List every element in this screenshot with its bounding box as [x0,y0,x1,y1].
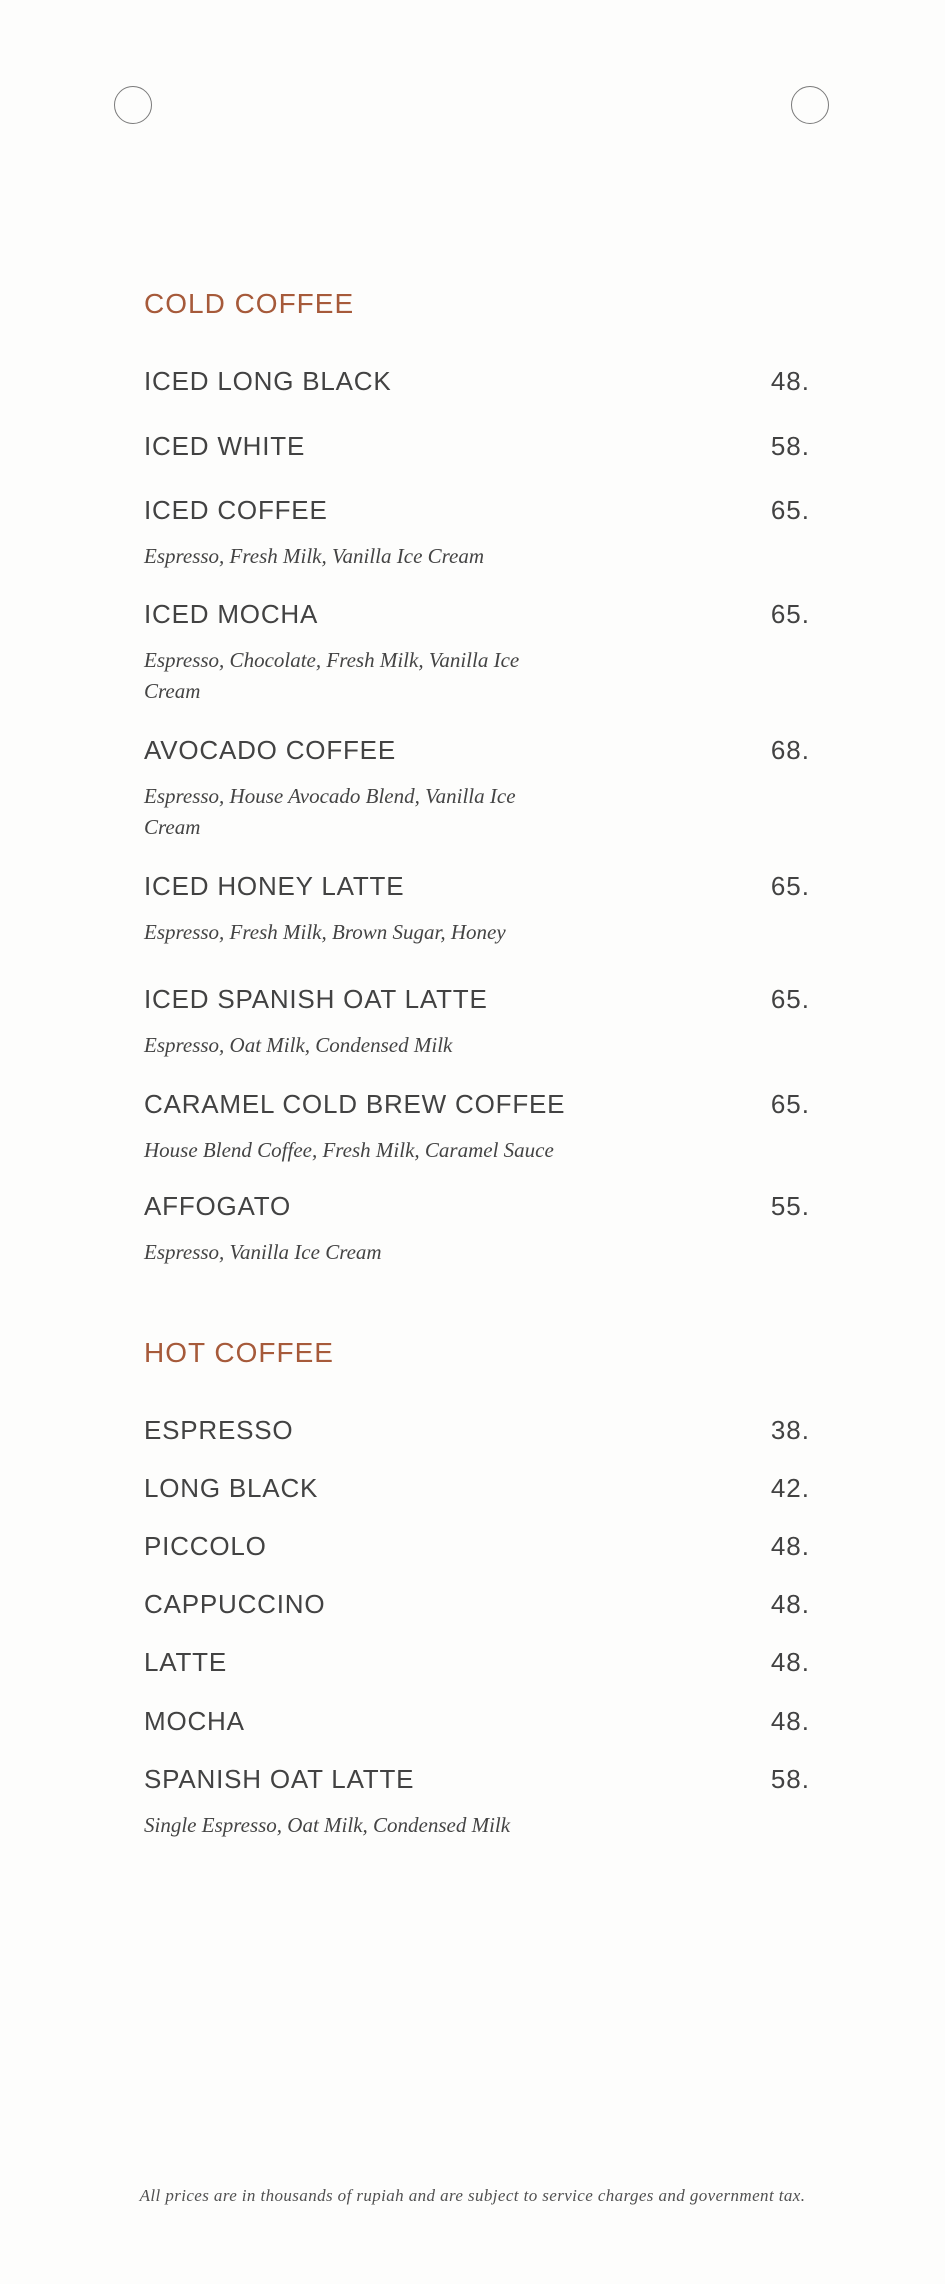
item-price: 55. [770,1191,810,1221]
item-price: 48. [770,1647,810,1677]
item-name: SPANISH OAT LATTE [144,1764,415,1794]
item-description: Espresso, Fresh Milk, Brown Sugar, Honey [144,920,506,944]
item-price: 65. [770,599,810,629]
item-description: House Blend Coffee, Fresh Milk, Caramel Sauce [144,1138,554,1162]
item-price: 65. [770,984,810,1014]
item-price: 48. [770,366,810,396]
item-price: 65. [770,871,810,901]
item-price: 68. [770,735,810,765]
punch-hole-left-icon [114,86,152,124]
item-name: ICED HONEY LATTE [144,871,405,901]
item-name: ICED MOCHA [144,599,319,629]
item-price: 48. [770,1589,810,1619]
item-price: 65. [770,1089,810,1119]
section-title-cold-coffee: COLD COFFEE [144,288,355,319]
item-name: CAPPUCCINO [144,1589,326,1619]
item-price: 48. [770,1531,810,1561]
item-name: LATTE [144,1647,227,1677]
item-name: AFFOGATO [144,1191,292,1221]
price-disclaimer: All prices are in thousands of rupiah and are subject to service charges and government tax. [139,2186,806,2205]
item-description: Espresso, House Avocado Blend, Vanilla Ice Cream [144,784,516,839]
item-name: ESPRESSO [144,1415,294,1445]
item-name: LONG BLACK [144,1473,319,1503]
item-price: 38. [770,1415,810,1445]
item-name: PICCOLO [144,1531,267,1561]
item-description: Espresso, Fresh Milk, Vanilla Ice Cream [144,544,485,568]
item-price: 58. [770,431,810,461]
item-description: Espresso, Chocolate, Fresh Milk, Vanilla Ice Cream [144,648,520,703]
item-name: MOCHA [144,1706,245,1736]
item-price: 58. [770,1764,810,1794]
item-description: Espresso, Oat Milk, Condensed Milk [144,1033,453,1057]
item-price: 42. [770,1473,810,1503]
section-title-hot-coffee: HOT COFFEE [144,1337,334,1368]
item-description: Espresso, Vanilla Ice Cream [144,1240,382,1264]
item-name: ICED LONG BLACK [144,366,392,396]
item-price: 65. [770,495,810,525]
item-name: ICED WHITE [144,431,306,461]
item-description: Single Espresso, Oat Milk, Condensed Milk [144,1813,511,1837]
item-name: ICED COFFEE [144,495,328,525]
item-price: 48. [770,1706,810,1736]
item-name: AVOCADO COFFEE [144,735,396,765]
punch-hole-right-icon [791,86,829,124]
item-name: CARAMEL COLD BREW COFFEE [144,1089,566,1119]
item-name: ICED SPANISH OAT LATTE [144,984,488,1014]
